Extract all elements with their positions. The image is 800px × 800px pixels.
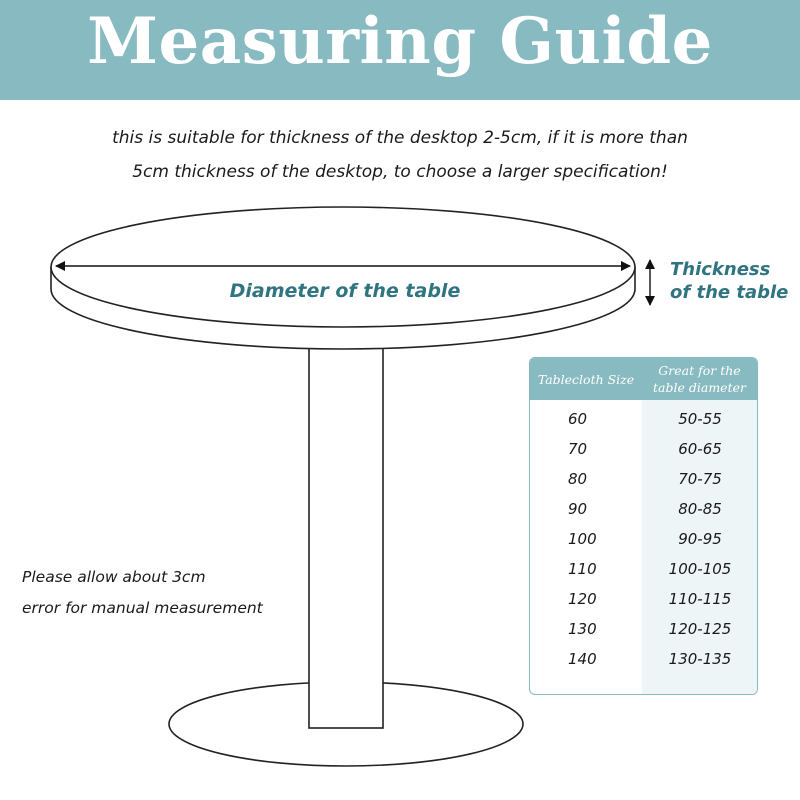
error-note [22,562,263,624]
table-row [530,584,757,614]
diameter-cell: 90-95 [678,530,722,548]
diameter-cell: 110-115 [668,590,732,608]
table-row [530,494,757,524]
table-row [530,644,757,674]
thickness-label [670,258,788,304]
size-table-header [530,358,757,400]
size-cell: 130 [568,620,597,638]
table-pole [309,330,383,728]
header-table-diameter-line-2: table diameter [653,380,746,395]
diameter-cell: 50-55 [678,410,722,428]
size-cell: 90 [568,500,588,518]
size-cell: 60 [568,410,588,428]
header-tablecloth-size: Tablecloth Size [537,371,635,387]
header-table-diameter [642,358,757,400]
size-cell: 100 [568,530,597,548]
diameter-cell: 80-85 [678,500,722,518]
tabletop-surface [51,207,635,327]
table-row [530,524,757,554]
size-table-body [530,404,757,674]
diameter-cell: 120-125 [668,620,732,638]
thickness-label-line-2: of the table [670,282,789,303]
intro-line-1: this is suitable for thickness of the desktop 2-5cm, if it is more than [112,128,688,148]
table-row [530,614,757,644]
table-row [530,434,757,464]
size-table [529,357,758,695]
error-note-line-2: error for manual measurement [22,599,263,617]
size-cell: 70 [568,440,588,458]
table-row [530,404,757,434]
table-row [530,554,757,584]
thickness-label-line-1: Thickness [670,259,771,280]
table-row [530,464,757,494]
diameter-cell: 70-75 [678,470,722,488]
size-cell: 110 [568,560,597,578]
diameter-cell: 130-135 [668,650,732,668]
diameter-label: Diameter of the table [229,280,461,302]
size-cell: 120 [568,590,597,608]
intro-line-2: 5cm thickness of the desktop, to choose a larger specification! [132,162,668,182]
page-title: Measuring Guide [87,4,713,79]
diameter-cell: 100-105 [668,560,732,578]
diameter-cell: 60-65 [678,440,722,458]
header-table-diameter-line-1: Great for the [658,363,741,378]
size-cell: 80 [568,470,588,488]
error-note-line-1: Please allow about 3cm [22,568,206,586]
size-cell: 140 [568,650,597,668]
